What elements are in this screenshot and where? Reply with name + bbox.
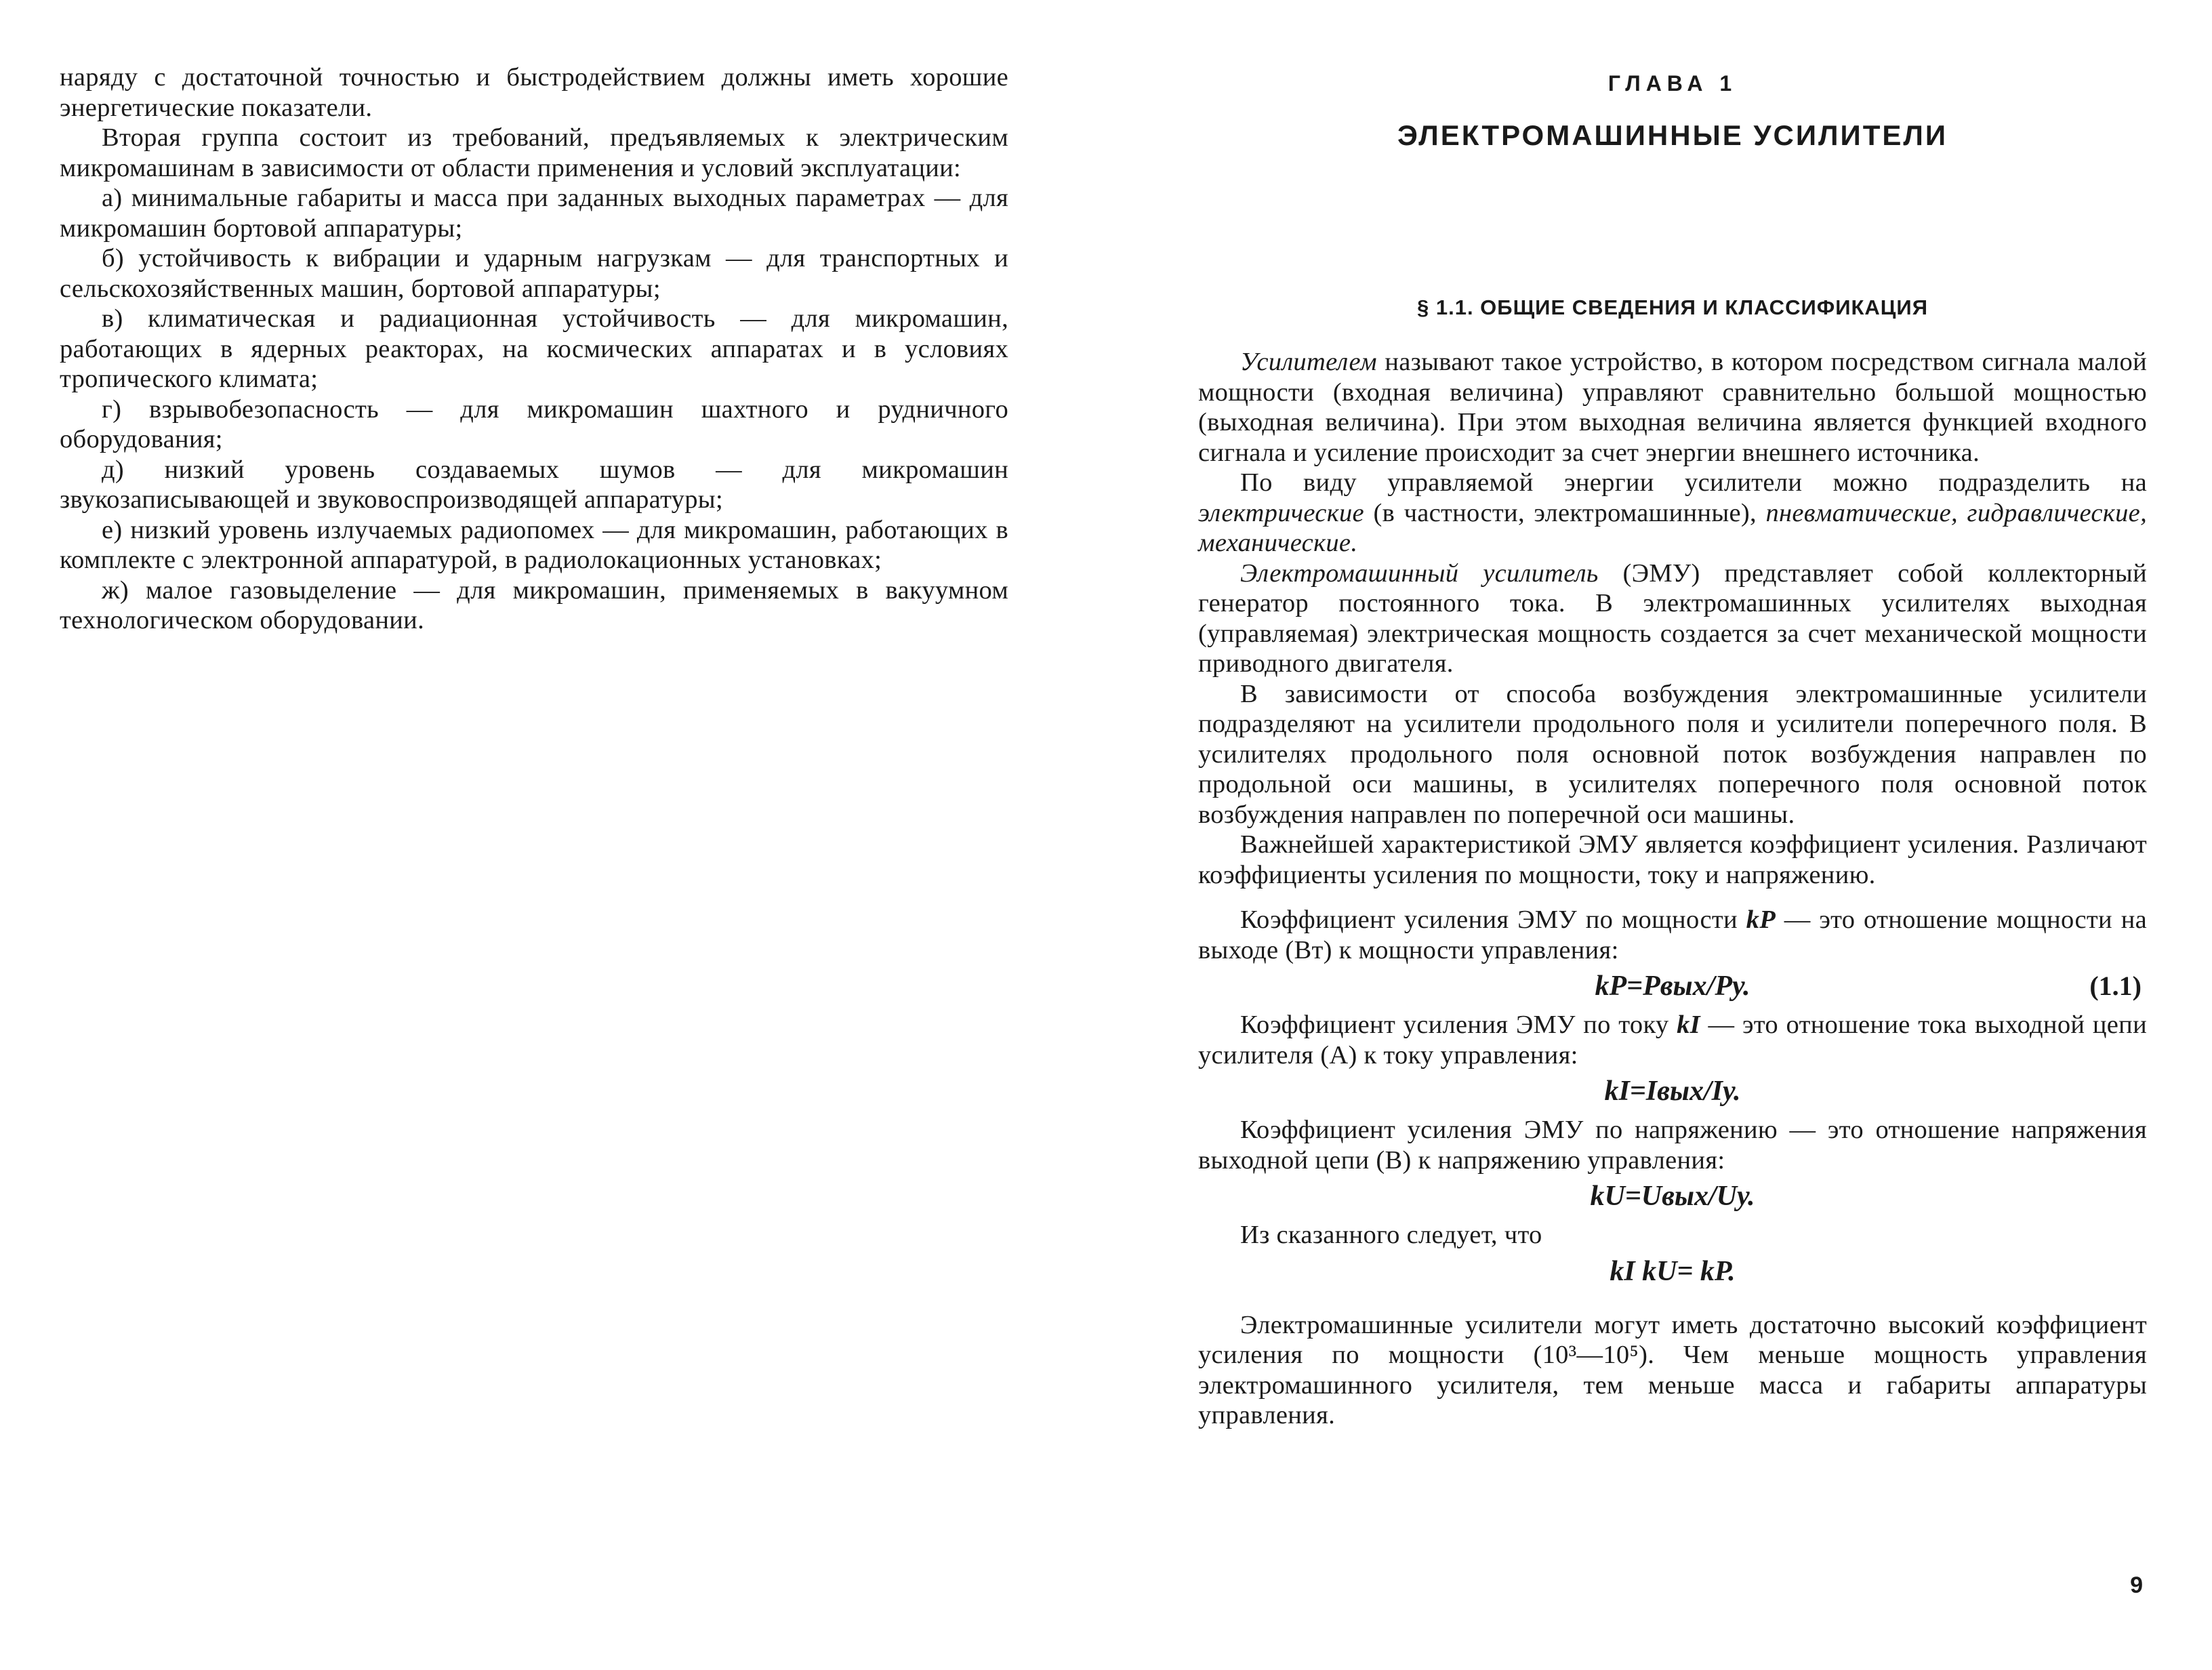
term: Электромашинный усилитель: [1240, 558, 1599, 588]
paragraph-text: По виду управляемой энергии усилители можно подразделить на: [1240, 468, 2147, 497]
paragraph-text: Коэффициент усиления ЭМУ по мощности: [1240, 905, 1746, 934]
paragraph: Важнейшей характеристикой ЭМУ является коэффициент усиления. Различают коэффициенты усиления по мощности, току и напряжению.: [1198, 830, 2147, 889]
formula-text: kU=Uвых/Uу.: [1590, 1181, 1755, 1212]
list-item: б) устойчивость к вибрации и ударным нагрузкам — для транспортных и сельскохозяйственных машин, бортовой аппаратуры;: [60, 244, 1008, 303]
formula-number: (1.1): [2089, 971, 2142, 1001]
formula-3: [1198, 1178, 2147, 1215]
paragraph: [1198, 1010, 2147, 1070]
term: электрические: [1198, 498, 1364, 527]
paragraph: Вторая группа состоит из требований, предъявляемых к электрическим микромашинам в зависимости от области применения и условий эксплуатации:: [60, 123, 1008, 182]
list-item: е) низкий уровень излучаемых радиопомех — для микромашин, работающих в комплекте с электронной аппаратурой, в радиолокационных установках;: [60, 515, 1008, 574]
term: пневматические, гидравлические, механические.: [1198, 498, 2147, 557]
formula-text: kI kU= kP.: [1610, 1255, 1736, 1287]
formula-1: [1198, 968, 2147, 1004]
paragraph: Электромашинные усилители могут иметь достаточно высокий коэффициент усиления по мощности (10³—10⁵). Чем меньше мощность управления электромашинного усилителя, тем меньше масса и габариты аппаратуры управления.: [1198, 1310, 2147, 1429]
formula-text: kP=Pвых/Pу.: [1595, 971, 1750, 1002]
list-item: д) низкий уровень создаваемых шумов — для микромашин звукозаписывающей и звуковоспроизводящей аппаратуры;: [60, 455, 1008, 514]
symbol: kP: [1746, 905, 1776, 934]
paragraph: [1198, 468, 2147, 558]
paragraph: наряду с достаточной точностью и быстродействием должны иметь хорошие энергетические показатели.: [60, 63, 1008, 122]
formula-text: kI=Iвых/Iу.: [1604, 1076, 1741, 1107]
formula-2: [1198, 1073, 2147, 1109]
term: Усилителем: [1240, 348, 1377, 376]
symbol: kI: [1677, 1011, 1700, 1039]
section-title: § 1.1. ОБЩИЕ СВЕДЕНИЯ И КЛАССИФИКАЦИЯ: [1417, 296, 1928, 319]
paragraph: [1198, 905, 2147, 965]
list-item: а) минимальные габариты и масса при заданных выходных параметрах — для микромашин бортовой аппаратуры;: [60, 184, 1008, 243]
page-number: 9: [2130, 1572, 2143, 1598]
paragraph: [1198, 347, 2147, 468]
paragraph-text: называют такое устройство, в котором посредством сигнала малой мощности (входная величина) управляют сравнительно большой мощностью (выходная величина). При этом выходная величина является функцией входного сигнала и усиление происходит за счет энергии внешнего источника.: [1198, 348, 2147, 467]
paragraph: Коэффициент усиления ЭМУ по напряжению — это отношение напряжения выходной цепи (В) к напряжению управления:: [1198, 1116, 2147, 1175]
paragraph-text: (ЭМУ) представляет собой коллекторный генератор постоянного тока. В электромашинных усилителях выходная (управляемая) электрическая мощность создается за счет механической мощности приводного двигателя.: [1198, 558, 2147, 678]
paragraph-text: — это отношение мощности на выходе (Вт) к мощности управления:: [1198, 905, 2147, 964]
paragraph: В зависимости от способа возбуждения электромашинные усилители подразделяют на усилители продольного поля и усилители поперечного поля. В усилителях продольного поля основной поток возбуждения направлен по продольной оси машины, в усилителях поперечного поля основной поток возбуждения направлен по поперечной оси машины.: [1198, 679, 2147, 829]
paragraph-text: — это отношение тока выходной цепи усилителя (А) к току управления:: [1198, 1011, 2147, 1070]
list-item: г) взрывобезопасность — для микромашин шахтного и рудничного оборудования;: [60, 394, 1008, 453]
chapter-label: ГЛАВА 1: [1607, 71, 1738, 96]
right-page-text: [1198, 347, 2147, 1431]
list-item: в) климатическая и радиационная устойчивость — для микромашин, работающих в ядерных реакторах, на космических аппаратах и в условиях тропического климата;: [60, 304, 1008, 393]
paragraph: [1198, 558, 2147, 679]
formula-4: [1198, 1253, 2147, 1290]
paragraph-text: Коэффициент усиления ЭМУ по току: [1240, 1011, 1677, 1039]
list-item: ж) малое газовыделение — для микромашин, применяемых в вакуумном технологическом оборудовании.: [60, 575, 1008, 634]
paragraph-text: (в частности, электромашинные),: [1364, 498, 1766, 527]
left-page-text: [60, 62, 1008, 636]
paragraph: Из сказанного следует, что: [1240, 1221, 1542, 1249]
chapter-title: ЭЛЕКТРОМАШИННЫЕ УСИЛИТЕЛИ: [1397, 119, 1948, 151]
